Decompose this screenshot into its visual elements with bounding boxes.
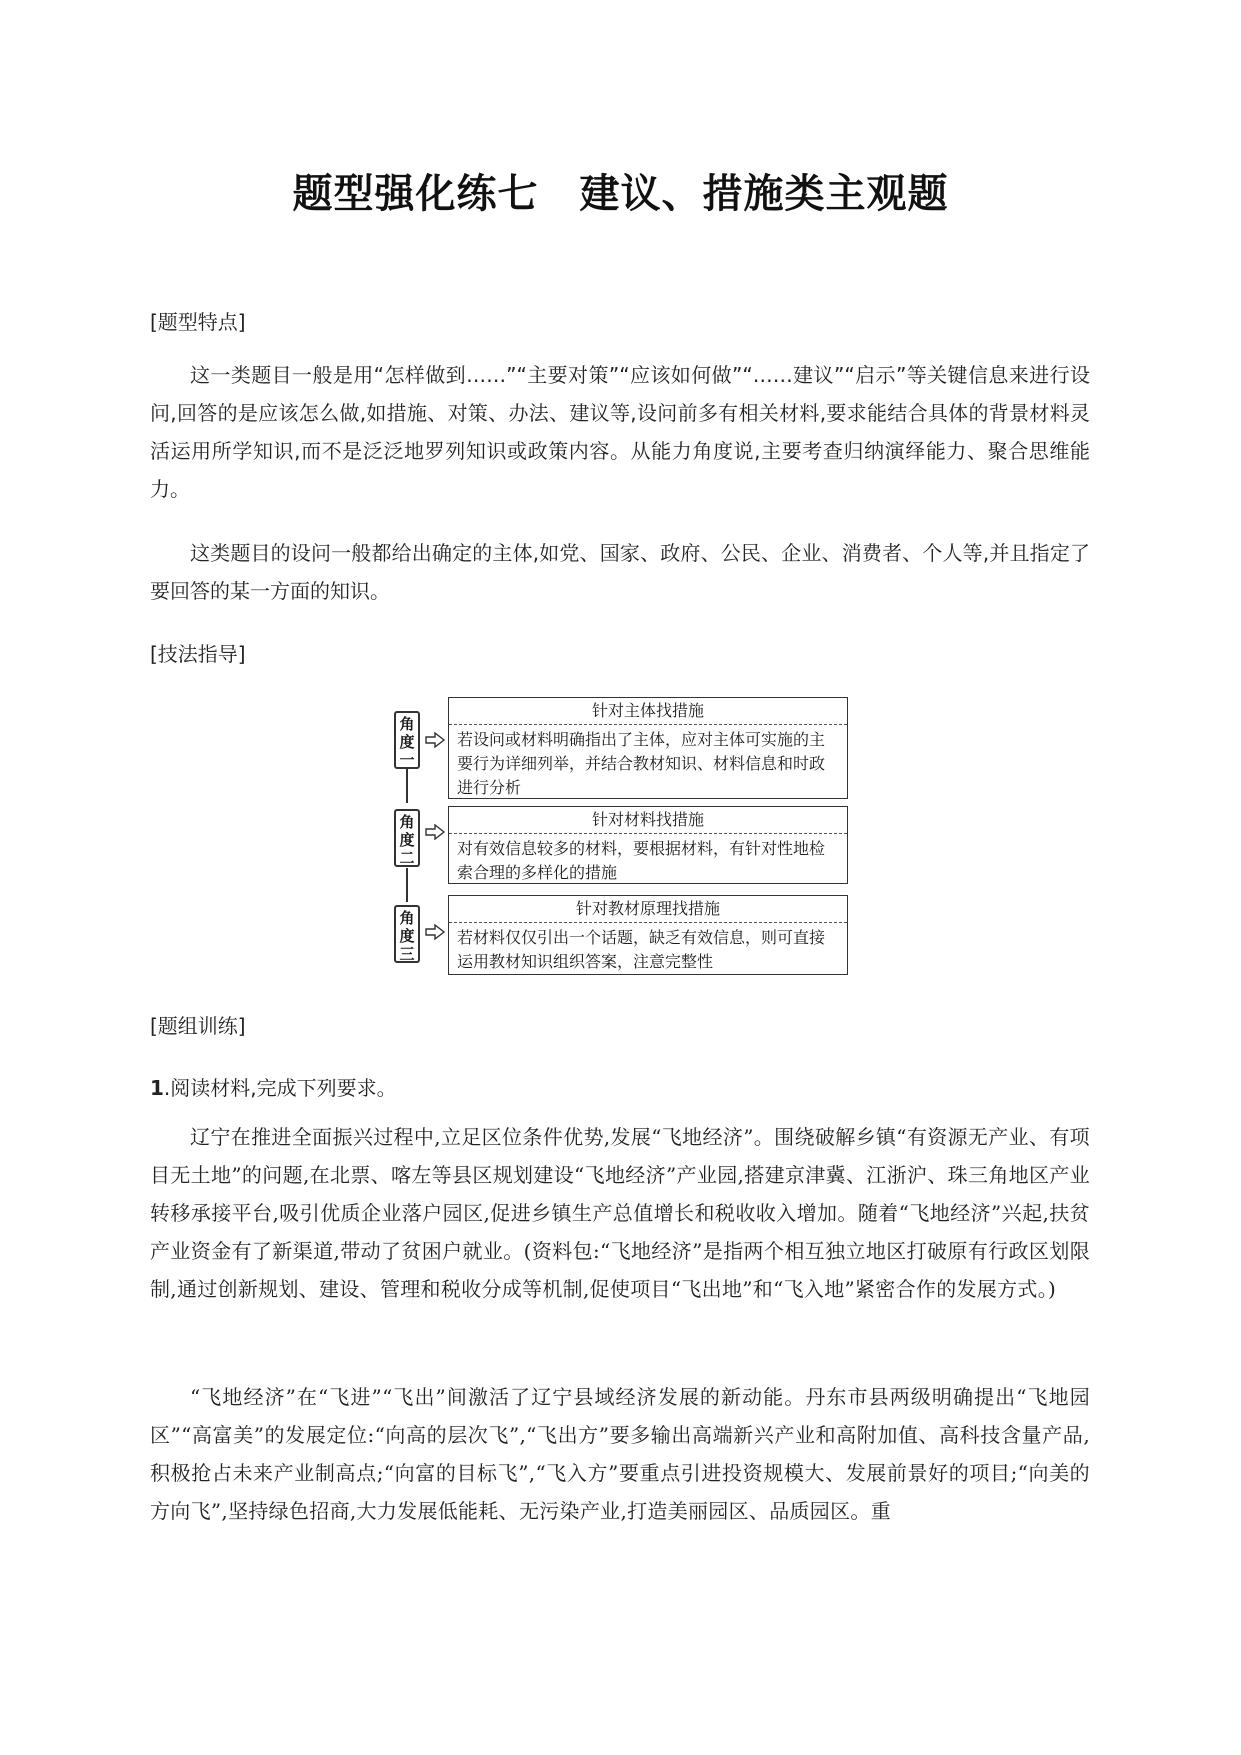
angle-three-label: 角 度 三 [394,905,420,963]
right-arrow-icon [425,924,445,940]
section-heading-training: [题组训练] [150,1014,246,1038]
features-paragraph-1: 这一类题目一般是用“怎样做到……”“主要对策”“应该如何做”“……建议”“启示”等关键信息来进行设问,回答的是应该怎么做,如措施、对策、办法、建议等,设问前多有相关材料,要求能结合具体的背景材料灵活运用所学知识,而不是泛泛地罗列知识或政策内容。从能力角度说,主要考查归纳演绎能力、聚合思维能力。 [150,363,1090,501]
angle-one-card [448,697,848,799]
question-prompt [150,1072,397,1101]
right-arrow-icon [425,732,445,748]
question-number: 1 [150,1076,164,1100]
diagram-connector [406,769,408,803]
material-paragraph-2: “飞地经济”在“飞进”“飞出”间激活了辽宁县域经济发展的新动能。丹东市县两级明确提出“飞地园区”“高富美”的发展定位:“向高的层次飞”,“飞出方”要多输出高端新兴产业和高附加值、高科技含量产品,积极抢占未来产业制高点;“向富的目标飞”,“飞入方”要重点引进投资规模大、发展前景好的项目;“向美的方向飞”,坚持绿色招商,大力发展低能耗、无污染产业,打造美丽园区、品质园区。重 [150,1385,1090,1523]
angle-three-heading: 针对教材原理找措施 [449,896,847,923]
material-paragraph-1: 辽宁在推进全面振兴过程中,立足区位条件优势,发展“飞地经济”。围绕破解乡镇“有资源无产业、有项目无土地”的问题,在北票、喀左等县区规划建设“飞地经济”产业园,搭建京津冀、江浙沪、珠三角地区产业转移承接平台,吸引优质企业落户园区,促进乡镇生产总值增长和税收收入增加。随着“飞地经济”兴起,扶贫产业资金有了新渠道,带动了贫困户就业。(资料包:“飞地经济”是指两个相互独立地区打破原有行政区划限制,通过创新规划、建设、管理和税收分成等机制,促使项目“飞出地”和“飞入地”紧密合作的发展方式。) [150,1125,1090,1301]
angle-two-label: 角 度 二 [394,809,420,867]
diagram-connector [406,868,408,902]
section-heading-features: [题型特点] [150,310,246,334]
angle-two-card [448,806,848,884]
angle-one-label: 角 度 一 [394,711,420,769]
section-heading-techniques: [技法指导] [150,642,246,666]
features-paragraph-2: 这类题目的设问一般都给出确定的主体,如党、国家、政府、公民、企业、消费者、个人等,并且指定了要回答的某一方面的知识。 [150,541,1090,603]
page-title: 题型强化练七 建议、措施类主观题 [292,171,949,217]
question-text: .阅读材料,完成下列要求。 [163,1076,397,1100]
angle-one-text: 若设问或材料明确指出了主体，应对主体可实施的主要行为详细列举，并结合教材知识、材料信息和时政进行分析 [457,730,826,797]
angle-two-heading: 针对材料找措施 [449,807,847,834]
angle-three-card [448,895,848,975]
angle-three-text: 若材料仅仅引出一个话题，缺乏有效信息，则可直接运用教材知识组织答案，注意完整性 [457,928,826,971]
angle-one-heading: 针对主体找措施 [449,698,847,725]
technique-diagram [392,697,848,977]
angle-two-text: 对有效信息较多的材料，要根据材料，有针对性地检索合理的多样化的措施 [457,839,826,882]
right-arrow-icon [425,824,445,840]
